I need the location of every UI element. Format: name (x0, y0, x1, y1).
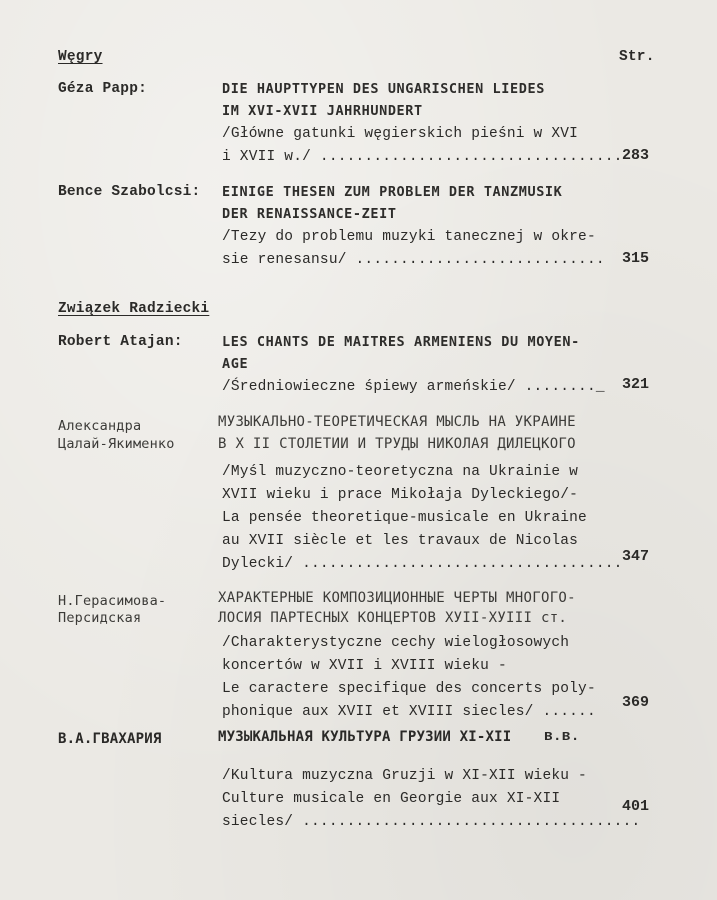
entry-translation-line: /Średniowieczne śpiewy armeńskie/ ........_ (222, 379, 605, 395)
entry-translation-line: /Główne gatunki węgierskich pieśni w XVI (222, 126, 579, 142)
section-heading-hungary: Węgry (58, 49, 103, 65)
entry-title-line: В X II СТОЛЕТИИ И ТРУДЫ НИКОЛАЯ ДИЛЕЦКОГО (218, 436, 576, 452)
entry-translation-line: Le caractere specifique des concerts poly- (222, 681, 596, 697)
page-column-header: Str. (619, 49, 655, 65)
entry-translation-line: au XVII siècle et les travaux de Nicolas (222, 533, 579, 549)
entry-title-line: AGE (222, 356, 249, 372)
entry-translation-line: sie renesansu/ ............................ (222, 252, 605, 268)
entry-title-line: МУЗЫКАЛЬНАЯ КУЛЬТУРА ГРУЗИИ XI-XII (218, 729, 512, 745)
entry-translation-line: koncertów w XVII i XVIII wieku - (222, 658, 507, 674)
entry-page-number: 347 (622, 548, 650, 565)
entry-title-line: ЛОСИЯ ПАРТЕСНЫХ КОНЦЕРТОВ ХУII-ХУIII ст. (218, 610, 568, 626)
entry-author: Bence Szabolcsi: (58, 184, 201, 200)
entry-author: В.А.ГВАХАРИЯ (58, 731, 162, 747)
entry-author: Géza Papp: (58, 81, 148, 97)
entry-translation-line: siecles/ ...................................... (222, 814, 641, 830)
entry-title-line: IM XVI-XVII JAHRHUNDERT (222, 103, 423, 119)
entry-title-line: DIE HAUPTTYPEN DES UNGARISCHEN LIEDES (222, 81, 545, 97)
entry-page-number: 283 (622, 147, 650, 164)
entry-translation-line: La pensée theoretique-musicale en Ukraine (222, 510, 587, 526)
entry-title-line: DER RENAISSANCE-ZEIT (222, 206, 397, 222)
entry-title-line: LES CHANTS DE MAITRES ARMENIENS DU MOYEN- (222, 334, 580, 350)
entry-title-line: ХАРАКТЕРНЫЕ КОМПОЗИЦИОННЫЕ ЧЕРТЫ МНОГОГО- (218, 590, 576, 606)
entry-author-line: Персидская (58, 610, 142, 626)
entry-page-number: 321 (622, 376, 650, 393)
entry-translation-line: /Kultura muzyczna Gruzji w XI-XII wieku - (222, 768, 587, 784)
entry-translation-line: Culture musicale en Georgie aux XI-XII (222, 791, 561, 807)
entry-author-line: Н.Герасимова- (58, 593, 167, 609)
entry-translation-line: /Myśl muzyczno-teoretyczna na Ukrainie w (222, 464, 579, 480)
entry-title-line: МУЗЫКАЛЬНО-ТЕОРЕТИЧЕСКАЯ МЫСЛЬ НА УКРАИНЕ (218, 414, 576, 430)
entry-translation-line: /Tezy do problemu muzyki tanecznej w okre- (222, 229, 596, 245)
entry-translation-line: XVII wieku i prace Mikołaja Dyleckiego/- (222, 487, 579, 503)
entry-author-line: Александра (58, 418, 142, 434)
entry-page-number: 401 (622, 798, 650, 815)
entry-title-line: EINIGE THESEN ZUM PROBLEM DER TANZMUSIK (222, 184, 563, 200)
entry-translation-line: /Charakterystyczne cechy wielogłosowych (222, 635, 570, 651)
entry-translation-line: phonique aux XVII et XVIII siecles/ ...... (222, 704, 596, 720)
section-heading-soviet-union: Związek Radziecki (58, 301, 210, 317)
entry-author: Robert Atajan: (58, 334, 183, 350)
entry-page-number: 369 (622, 694, 650, 711)
entry-translation-line: i XVII w./ .................................. (222, 149, 623, 165)
entry-title-suffix: в.в. (544, 729, 580, 745)
entry-translation-line: Dylecki/ .................................... (222, 556, 623, 572)
entry-page-number: 315 (622, 250, 650, 267)
entry-author-line: Цалай-Якименко (58, 436, 175, 452)
